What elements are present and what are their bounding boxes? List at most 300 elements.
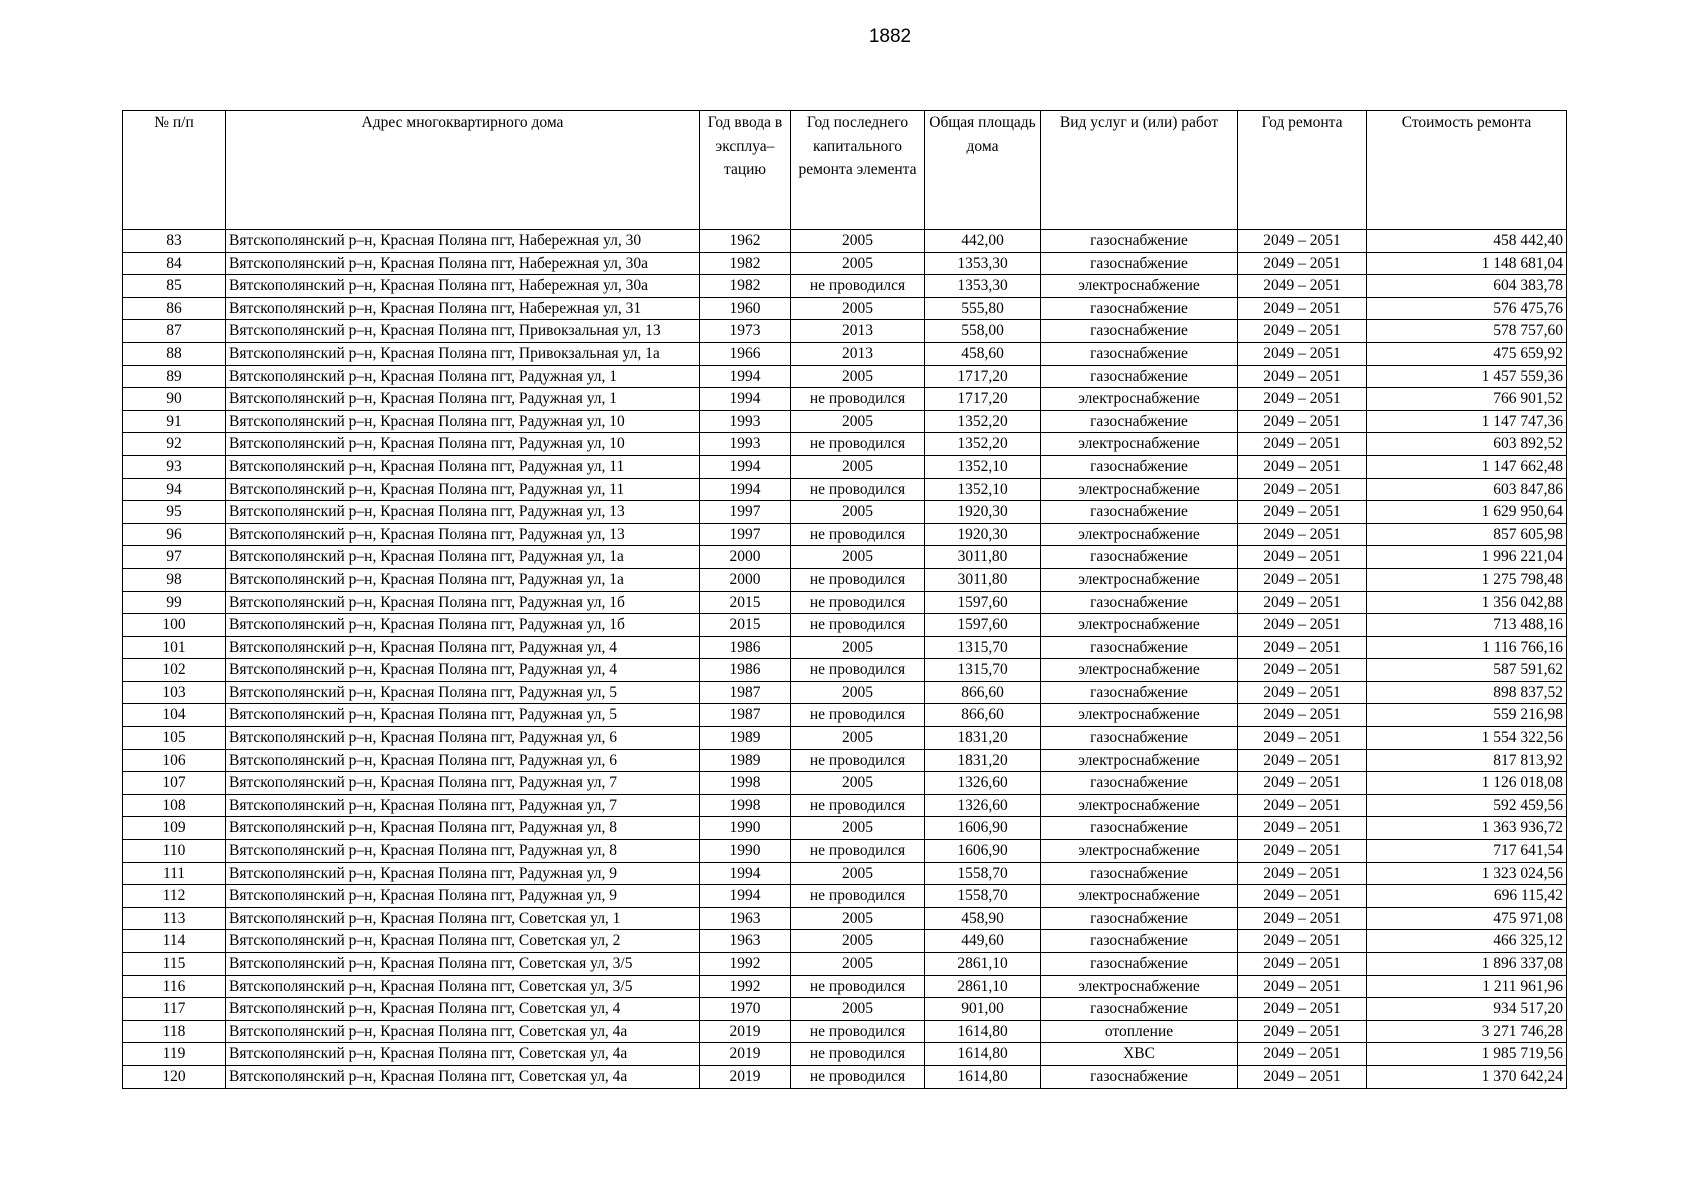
cell-cost: 1 363 936,72 [1367, 817, 1567, 840]
cell-cost: 603 892,52 [1367, 433, 1567, 456]
cell-year-last-repair: 2005 [791, 636, 925, 659]
cell-service: газоснабжение [1041, 636, 1238, 659]
cell-year-commission: 1992 [700, 953, 791, 976]
cell-cost: 1 211 961,96 [1367, 975, 1567, 998]
cell-address: Вятскополянский р–н, Красная Поляна пгт, Радужная ул, 6 [226, 749, 700, 772]
cell-year-last-repair: 2005 [791, 930, 925, 953]
cell-service: газоснабжение [1041, 320, 1238, 343]
cell-area: 1606,90 [925, 840, 1041, 863]
cell-address: Вятскополянский р–н, Красная Поляна пгт, Набережная ул, 30а [226, 252, 700, 275]
cell-year-commission: 2000 [700, 568, 791, 591]
cell-cost: 475 659,92 [1367, 342, 1567, 365]
cell-area: 458,90 [925, 907, 1041, 930]
header-repair-years: Год ремонта [1238, 111, 1367, 230]
cell-year-last-repair: не проводился [791, 704, 925, 727]
cell-address: Вятскополянский р–н, Красная Поляна пгт, Советская ул, 4а [226, 1065, 700, 1088]
cell-year-commission: 1990 [700, 817, 791, 840]
cell-repair-years: 2049 – 2051 [1238, 704, 1367, 727]
cell-num: 101 [123, 636, 226, 659]
cell-year-last-repair: не проводился [791, 523, 925, 546]
cell-cost: 1 116 766,16 [1367, 636, 1567, 659]
table-row [123, 365, 1567, 388]
cell-service: электроснабжение [1041, 659, 1238, 682]
cell-area: 3011,80 [925, 546, 1041, 569]
cell-area: 1353,30 [925, 275, 1041, 298]
cell-cost: 578 757,60 [1367, 320, 1567, 343]
cell-cost: 766 901,52 [1367, 388, 1567, 411]
cell-area: 1315,70 [925, 636, 1041, 659]
cell-repair-years: 2049 – 2051 [1238, 342, 1367, 365]
cell-service: отопление [1041, 1020, 1238, 1043]
cell-area: 1614,80 [925, 1065, 1041, 1088]
cell-year-commission: 2000 [700, 546, 791, 569]
cell-address: Вятскополянский р–н, Красная Поляна пгт, Советская ул, 4а [226, 1043, 700, 1066]
cell-service: электроснабжение [1041, 568, 1238, 591]
cell-service: электроснабжение [1041, 433, 1238, 456]
cell-num: 108 [123, 794, 226, 817]
cell-year-last-repair: не проводился [791, 388, 925, 411]
cell-num: 89 [123, 365, 226, 388]
table-row [123, 1043, 1567, 1066]
cell-cost: 713 488,16 [1367, 614, 1567, 637]
cell-year-commission: 2015 [700, 614, 791, 637]
table-row [123, 523, 1567, 546]
cell-area: 1326,60 [925, 794, 1041, 817]
cell-cost: 1 275 798,48 [1367, 568, 1567, 591]
cell-num: 83 [123, 230, 226, 253]
cell-year-last-repair: 2005 [791, 907, 925, 930]
cell-address: Вятскополянский р–н, Красная Поляна пгт, Радужная ул, 5 [226, 704, 700, 727]
cell-repair-years: 2049 – 2051 [1238, 749, 1367, 772]
cell-num: 95 [123, 501, 226, 524]
table-row [123, 975, 1567, 998]
table-row [123, 455, 1567, 478]
cell-area: 1352,20 [925, 433, 1041, 456]
table-row [123, 659, 1567, 682]
table-row [123, 749, 1567, 772]
cell-repair-years: 2049 – 2051 [1238, 320, 1367, 343]
cell-year-commission: 1994 [700, 862, 791, 885]
cell-year-last-repair: не проводился [791, 659, 925, 682]
cell-year-last-repair: не проводился [791, 1065, 925, 1088]
cell-service: газоснабжение [1041, 252, 1238, 275]
cell-year-commission: 1998 [700, 794, 791, 817]
table-row [123, 410, 1567, 433]
cell-service: газоснабжение [1041, 907, 1238, 930]
cell-year-last-repair: 2005 [791, 817, 925, 840]
table-row [123, 704, 1567, 727]
cell-area: 901,00 [925, 998, 1041, 1021]
cell-num: 114 [123, 930, 226, 953]
cell-year-commission: 1990 [700, 840, 791, 863]
cell-year-commission: 1963 [700, 930, 791, 953]
page-number: 1882 [868, 26, 912, 47]
cell-num: 99 [123, 591, 226, 614]
repair-schedule-table [122, 110, 1567, 1089]
cell-area: 1717,20 [925, 365, 1041, 388]
table-row [123, 636, 1567, 659]
cell-address: Вятскополянский р–н, Красная Поляна пгт, Радужная ул, 5 [226, 681, 700, 704]
cell-num: 107 [123, 772, 226, 795]
cell-address: Вятскополянский р–н, Красная Поляна пгт, Радужная ул, 7 [226, 794, 700, 817]
cell-year-last-repair: 2005 [791, 365, 925, 388]
cell-num: 117 [123, 998, 226, 1021]
cell-year-commission: 1989 [700, 749, 791, 772]
cell-year-commission: 2019 [700, 1020, 791, 1043]
cell-service: газоснабжение [1041, 817, 1238, 840]
table-row [123, 433, 1567, 456]
cell-address: Вятскополянский р–н, Красная Поляна пгт, Радужная ул, 7 [226, 772, 700, 795]
cell-address: Вятскополянский р–н, Красная Поляна пгт, Советская ул, 3/5 [226, 975, 700, 998]
cell-year-last-repair: 2013 [791, 320, 925, 343]
cell-cost: 1 126 018,08 [1367, 772, 1567, 795]
cell-address: Вятскополянский р–н, Красная Поляна пгт, Радужная ул, 1 [226, 365, 700, 388]
cell-cost: 475 971,08 [1367, 907, 1567, 930]
header-year-last-repair: Год последнего капитального ремонта элемента [791, 111, 925, 230]
table-row [123, 885, 1567, 908]
table-row [123, 840, 1567, 863]
cell-repair-years: 2049 – 2051 [1238, 930, 1367, 953]
cell-year-commission: 1998 [700, 772, 791, 795]
cell-area: 1353,30 [925, 252, 1041, 275]
cell-service: электроснабжение [1041, 275, 1238, 298]
cell-address: Вятскополянский р–н, Красная Поляна пгт, Советская ул, 3/5 [226, 953, 700, 976]
cell-service: газоснабжение [1041, 930, 1238, 953]
cell-cost: 458 442,40 [1367, 230, 1567, 253]
cell-address: Вятскополянский р–н, Красная Поляна пгт, Радужная ул, 8 [226, 817, 700, 840]
cell-cost: 817 813,92 [1367, 749, 1567, 772]
cell-address: Вятскополянский р–н, Красная Поляна пгт, Привокзальная ул, 1а [226, 342, 700, 365]
cell-cost: 1 323 024,56 [1367, 862, 1567, 885]
cell-year-last-repair: не проводился [791, 1020, 925, 1043]
cell-year-commission: 1970 [700, 998, 791, 1021]
header-area: Общая площадь дома [925, 111, 1041, 230]
cell-repair-years: 2049 – 2051 [1238, 410, 1367, 433]
cell-year-last-repair: 2005 [791, 862, 925, 885]
cell-repair-years: 2049 – 2051 [1238, 297, 1367, 320]
cell-cost: 576 475,76 [1367, 297, 1567, 320]
cell-service: электроснабжение [1041, 885, 1238, 908]
cell-num: 98 [123, 568, 226, 591]
cell-year-last-repair: не проводился [791, 1043, 925, 1066]
header-num: № п/п [123, 111, 226, 230]
cell-address: Вятскополянский р–н, Красная Поляна пгт, Набережная ул, 30 [226, 230, 700, 253]
cell-cost: 1 370 642,24 [1367, 1065, 1567, 1088]
cell-cost: 696 115,42 [1367, 885, 1567, 908]
cell-cost: 559 216,98 [1367, 704, 1567, 727]
cell-service: электроснабжение [1041, 478, 1238, 501]
cell-year-last-repair: не проводился [791, 275, 925, 298]
cell-repair-years: 2049 – 2051 [1238, 975, 1367, 998]
cell-year-commission: 1989 [700, 727, 791, 750]
cell-area: 1597,60 [925, 591, 1041, 614]
cell-repair-years: 2049 – 2051 [1238, 727, 1367, 750]
cell-repair-years: 2049 – 2051 [1238, 817, 1367, 840]
header-service: Вид услуг и (или) работ [1041, 111, 1238, 230]
table-row [123, 388, 1567, 411]
cell-num: 102 [123, 659, 226, 682]
cell-repair-years: 2049 – 2051 [1238, 681, 1367, 704]
cell-area: 3011,80 [925, 568, 1041, 591]
cell-area: 558,00 [925, 320, 1041, 343]
cell-num: 94 [123, 478, 226, 501]
cell-area: 1920,30 [925, 501, 1041, 524]
cell-repair-years: 2049 – 2051 [1238, 1043, 1367, 1066]
cell-repair-years: 2049 – 2051 [1238, 230, 1367, 253]
cell-service: газоснабжение [1041, 727, 1238, 750]
cell-service: газоснабжение [1041, 342, 1238, 365]
cell-num: 87 [123, 320, 226, 343]
cell-address: Вятскополянский р–н, Красная Поляна пгт, Радужная ул, 1б [226, 614, 700, 637]
table-row [123, 1020, 1567, 1043]
cell-service: ХВС [1041, 1043, 1238, 1066]
cell-service: электроснабжение [1041, 975, 1238, 998]
cell-num: 111 [123, 862, 226, 885]
table-row [123, 275, 1567, 298]
cell-num: 90 [123, 388, 226, 411]
cell-year-commission: 1994 [700, 478, 791, 501]
cell-area: 449,60 [925, 930, 1041, 953]
table-row [123, 546, 1567, 569]
cell-year-last-repair: 2005 [791, 455, 925, 478]
cell-year-commission: 1960 [700, 297, 791, 320]
table-header-row [123, 111, 1567, 230]
cell-address: Вятскополянский р–н, Красная Поляна пгт, Радужная ул, 9 [226, 862, 700, 885]
cell-year-last-repair: не проводился [791, 794, 925, 817]
table-row [123, 907, 1567, 930]
cell-num: 120 [123, 1065, 226, 1088]
cell-cost: 1 996 221,04 [1367, 546, 1567, 569]
cell-year-last-repair: 2013 [791, 342, 925, 365]
cell-address: Вятскополянский р–н, Красная Поляна пгт, Радужная ул, 10 [226, 433, 700, 456]
cell-repair-years: 2049 – 2051 [1238, 455, 1367, 478]
cell-repair-years: 2049 – 2051 [1238, 591, 1367, 614]
cell-cost: 1 896 337,08 [1367, 953, 1567, 976]
cell-year-last-repair: 2005 [791, 230, 925, 253]
cell-repair-years: 2049 – 2051 [1238, 568, 1367, 591]
cell-cost: 1 147 662,48 [1367, 455, 1567, 478]
cell-cost: 1 147 747,36 [1367, 410, 1567, 433]
table-row [123, 297, 1567, 320]
cell-year-last-repair: 2005 [791, 252, 925, 275]
cell-cost: 1 457 559,36 [1367, 365, 1567, 388]
cell-year-last-repair: 2005 [791, 772, 925, 795]
cell-service: газоснабжение [1041, 410, 1238, 433]
cell-year-commission: 1987 [700, 704, 791, 727]
table-row [123, 862, 1567, 885]
cell-cost: 1 148 681,04 [1367, 252, 1567, 275]
cell-service: электроснабжение [1041, 614, 1238, 637]
table-row [123, 817, 1567, 840]
cell-year-commission: 1992 [700, 975, 791, 998]
cell-area: 2861,10 [925, 975, 1041, 998]
cell-address: Вятскополянский р–н, Красная Поляна пгт, Радужная ул, 1 [226, 388, 700, 411]
cell-num: 91 [123, 410, 226, 433]
cell-service: газоснабжение [1041, 772, 1238, 795]
cell-service: электроснабжение [1041, 704, 1238, 727]
cell-num: 103 [123, 681, 226, 704]
cell-service: газоснабжение [1041, 998, 1238, 1021]
cell-address: Вятскополянский р–н, Красная Поляна пгт, Радужная ул, 9 [226, 885, 700, 908]
cell-area: 1597,60 [925, 614, 1041, 637]
cell-year-commission: 1982 [700, 252, 791, 275]
table-row [123, 930, 1567, 953]
cell-repair-years: 2049 – 2051 [1238, 388, 1367, 411]
cell-area: 1614,80 [925, 1043, 1041, 1066]
cell-num: 110 [123, 840, 226, 863]
table-row [123, 591, 1567, 614]
table-body [123, 230, 1567, 1089]
table-row [123, 953, 1567, 976]
cell-repair-years: 2049 – 2051 [1238, 659, 1367, 682]
cell-year-last-repair: не проводился [791, 614, 925, 637]
cell-year-commission: 1994 [700, 885, 791, 908]
table-row [123, 794, 1567, 817]
cell-year-commission: 1993 [700, 410, 791, 433]
cell-year-commission: 1963 [700, 907, 791, 930]
cell-area: 866,60 [925, 704, 1041, 727]
cell-repair-years: 2049 – 2051 [1238, 433, 1367, 456]
cell-service: электроснабжение [1041, 794, 1238, 817]
cell-year-last-repair: 2005 [791, 727, 925, 750]
cell-area: 1831,20 [925, 727, 1041, 750]
cell-num: 100 [123, 614, 226, 637]
cell-repair-years: 2049 – 2051 [1238, 840, 1367, 863]
cell-year-last-repair: не проводился [791, 840, 925, 863]
cell-cost: 1 629 950,64 [1367, 501, 1567, 524]
cell-repair-years: 2049 – 2051 [1238, 275, 1367, 298]
cell-year-last-repair: 2005 [791, 410, 925, 433]
cell-repair-years: 2049 – 2051 [1238, 478, 1367, 501]
table-row [123, 614, 1567, 637]
cell-area: 1352,10 [925, 455, 1041, 478]
cell-address: Вятскополянский р–н, Красная Поляна пгт, Радужная ул, 4 [226, 636, 700, 659]
cell-year-last-repair: не проводился [791, 433, 925, 456]
cell-year-commission: 1982 [700, 275, 791, 298]
cell-service: газоснабжение [1041, 455, 1238, 478]
cell-service: газоснабжение [1041, 681, 1238, 704]
cell-year-commission: 1986 [700, 636, 791, 659]
cell-repair-years: 2049 – 2051 [1238, 772, 1367, 795]
cell-year-last-repair: не проводился [791, 591, 925, 614]
cell-area: 1352,10 [925, 478, 1041, 501]
cell-service: газоснабжение [1041, 1065, 1238, 1088]
header-cost: Стоимость ремонта [1367, 111, 1567, 230]
cell-address: Вятскополянский р–н, Красная Поляна пгт, Радужная ул, 11 [226, 478, 700, 501]
cell-address: Вятскополянский р–н, Красная Поляна пгт, Привокзальная ул, 13 [226, 320, 700, 343]
table-row [123, 252, 1567, 275]
cell-year-commission: 1962 [700, 230, 791, 253]
cell-year-last-repair: 2005 [791, 501, 925, 524]
cell-num: 93 [123, 455, 226, 478]
cell-year-commission: 1993 [700, 433, 791, 456]
cell-service: электроснабжение [1041, 749, 1238, 772]
table-row [123, 727, 1567, 750]
cell-service: газоснабжение [1041, 230, 1238, 253]
cell-num: 97 [123, 546, 226, 569]
cell-address: Вятскополянский р–н, Красная Поляна пгт, Радужная ул, 13 [226, 501, 700, 524]
cell-num: 118 [123, 1020, 226, 1043]
cell-repair-years: 2049 – 2051 [1238, 794, 1367, 817]
cell-year-commission: 1997 [700, 523, 791, 546]
cell-repair-years: 2049 – 2051 [1238, 885, 1367, 908]
cell-address: Вятскополянский р–н, Красная Поляна пгт, Радужная ул, 13 [226, 523, 700, 546]
cell-repair-years: 2049 – 2051 [1238, 636, 1367, 659]
cell-num: 104 [123, 704, 226, 727]
cell-area: 866,60 [925, 681, 1041, 704]
cell-repair-years: 2049 – 2051 [1238, 614, 1367, 637]
cell-area: 2861,10 [925, 953, 1041, 976]
cell-num: 84 [123, 252, 226, 275]
cell-area: 442,00 [925, 230, 1041, 253]
table-row [123, 1065, 1567, 1088]
cell-repair-years: 2049 – 2051 [1238, 998, 1367, 1021]
cell-num: 113 [123, 907, 226, 930]
cell-service: газоснабжение [1041, 591, 1238, 614]
cell-address: Вятскополянский р–н, Красная Поляна пгт, Радужная ул, 1а [226, 546, 700, 569]
cell-area: 1558,70 [925, 885, 1041, 908]
cell-repair-years: 2049 – 2051 [1238, 365, 1367, 388]
cell-area: 1717,20 [925, 388, 1041, 411]
table-row [123, 772, 1567, 795]
cell-cost: 1 985 719,56 [1367, 1043, 1567, 1066]
cell-area: 555,80 [925, 297, 1041, 320]
cell-cost: 604 383,78 [1367, 275, 1567, 298]
cell-cost: 898 837,52 [1367, 681, 1567, 704]
cell-repair-years: 2049 – 2051 [1238, 501, 1367, 524]
cell-area: 1831,20 [925, 749, 1041, 772]
cell-cost: 587 591,62 [1367, 659, 1567, 682]
cell-repair-years: 2049 – 2051 [1238, 523, 1367, 546]
cell-cost: 603 847,86 [1367, 478, 1567, 501]
cell-num: 106 [123, 749, 226, 772]
cell-year-commission: 2019 [700, 1043, 791, 1066]
cell-repair-years: 2049 – 2051 [1238, 1020, 1367, 1043]
cell-area: 1315,70 [925, 659, 1041, 682]
cell-year-last-repair: не проводился [791, 478, 925, 501]
cell-cost: 717 641,54 [1367, 840, 1567, 863]
cell-num: 92 [123, 433, 226, 456]
cell-num: 119 [123, 1043, 226, 1066]
cell-cost: 857 605,98 [1367, 523, 1567, 546]
cell-num: 112 [123, 885, 226, 908]
cell-num: 105 [123, 727, 226, 750]
header-year-commission: Год ввода в эксплуа–тацию [700, 111, 791, 230]
table-row [123, 998, 1567, 1021]
cell-address: Вятскополянский р–н, Красная Поляна пгт, Советская ул, 4а [226, 1020, 700, 1043]
table-row [123, 342, 1567, 365]
cell-year-commission: 2019 [700, 1065, 791, 1088]
cell-year-last-repair: 2005 [791, 681, 925, 704]
cell-num: 115 [123, 953, 226, 976]
cell-year-last-repair: 2005 [791, 953, 925, 976]
cell-address: Вятскополянский р–н, Красная Поляна пгт, Советская ул, 4 [226, 998, 700, 1021]
cell-year-commission: 1973 [700, 320, 791, 343]
cell-year-commission: 1994 [700, 455, 791, 478]
cell-service: газоснабжение [1041, 501, 1238, 524]
cell-year-last-repair: 2005 [791, 297, 925, 320]
cell-address: Вятскополянский р–н, Красная Поляна пгт, Радужная ул, 6 [226, 727, 700, 750]
cell-year-commission: 1997 [700, 501, 791, 524]
cell-address: Вятскополянский р–н, Красная Поляна пгт, Радужная ул, 10 [226, 410, 700, 433]
cell-repair-years: 2049 – 2051 [1238, 252, 1367, 275]
cell-year-last-repair: не проводился [791, 885, 925, 908]
cell-cost: 466 325,12 [1367, 930, 1567, 953]
table-row [123, 501, 1567, 524]
cell-year-commission: 1994 [700, 388, 791, 411]
cell-cost: 934 517,20 [1367, 998, 1567, 1021]
cell-repair-years: 2049 – 2051 [1238, 1065, 1367, 1088]
